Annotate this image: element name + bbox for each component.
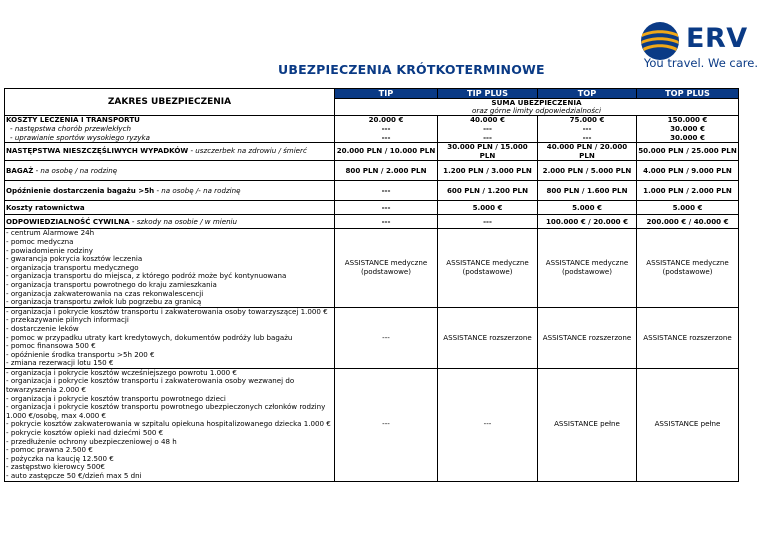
row-label-nnw (5, 143, 335, 161)
list-item: - organizacja transportu zwłok lub pogrzebu za granicą (6, 297, 202, 307)
erv-logo (640, 20, 758, 72)
opoznienie-note: - na osobę /- na rodzinę (154, 185, 241, 195)
koszty-sub2: - uprawianie sportów wysokiego ryzyka (10, 132, 150, 142)
nnw-tip-plus: 30.000 PLN / 15.000 PLN (438, 143, 538, 161)
oc-label: ODPOWIEDZIALNOŚĆ CYWILNA (6, 216, 130, 226)
table-row-assistance-full (5, 368, 739, 481)
list-item: - organizacja transportu do miejsca, z którego podróż może być kontynuowana (6, 271, 287, 281)
ratownictwo-top: 5.000 € (538, 201, 637, 215)
plan-tip: TIP (335, 89, 438, 99)
list-item: - organizacja transportu powrotnego do kraju zamieszkania (6, 279, 217, 289)
globe-stripes-icon (640, 21, 680, 61)
list-item: - organizacja i pokrycie kosztów transportu i zakwaterowania osoby towarzyszącej 1.000 € (6, 307, 328, 316)
opoznienie-top-plus: 1.000 PLN / 2.000 PLN (637, 181, 739, 201)
list-item: - opóźnienie środka transportu >5h 200 € (6, 349, 155, 359)
row-label-bagaz (5, 161, 335, 181)
nnw-note: - uszczerbek na zdrowiu / śmierć (188, 146, 307, 156)
plan-tip-plus: TIP PLUS (438, 89, 538, 99)
list-item: - pożyczka na kaucję 12.500 € (6, 453, 114, 463)
scope-header: ZAKRES UBEZPIECZENIA (5, 89, 335, 116)
list-item: - pokrycie kosztów opieki nad dziećmi 500 € (6, 428, 164, 438)
value-sub: --- (381, 124, 391, 133)
assistance-extended-tip-plus: ASSISTANCE rozszerzone (438, 307, 538, 368)
assistance-extended-list (5, 307, 335, 368)
list-item: - organizacja i pokrycie kosztów transportu powrotnego ubezpieczonych członków rodziny 1.000 €/osobę, max 4.000 € (6, 402, 326, 420)
bagaz-label: BAGAŻ (6, 165, 34, 175)
bagaz-note: - na osobę / na rodzinę (33, 165, 118, 175)
assistance-full-tip: --- (335, 368, 438, 481)
table-row-nnw (5, 143, 739, 161)
list-item: - organizacja transportu medycznego (6, 262, 139, 272)
plan-header-row (5, 89, 739, 99)
value-sub: --- (582, 124, 592, 133)
list-item: - pomoc w przypadku utraty kart kredytowych, dokumentów podróży lub bagażu (6, 332, 293, 342)
koszty-label: KOSZTY LECZENIA I TRANSPORTU (6, 115, 140, 125)
assistance-full-top-plus: ASSISTANCE pełne (637, 368, 739, 481)
bagaz-tip: 800 PLN / 2.000 PLN (335, 161, 438, 181)
row-label-oc (5, 215, 335, 229)
value-sub: --- (582, 132, 592, 142)
koszty-tip-plus (438, 116, 538, 143)
oc-tip-plus: --- (438, 215, 538, 229)
oc-tip: --- (335, 215, 438, 229)
assistance-full-top: ASSISTANCE pełne (538, 368, 637, 481)
nnw-label: NASTĘPSTWA NIESZCZĘŚLIWYCH WYPADKÓW (6, 146, 189, 156)
list-item: - organizacja i pokrycie kosztów transportu i zakwaterowania osoby wezwanej do towarzyszenia 2.000 € (6, 376, 295, 395)
list-item: - gwarancja pokrycia kosztów leczenia (6, 254, 143, 264)
value-sub: 30.000 € (670, 132, 705, 142)
list-item: - organizacja i pokrycie kosztów transportu powrotnego dzieci (6, 393, 226, 403)
assistance-basic-tip-plus: ASSISTANCE medyczne (podstawowe) (438, 229, 538, 307)
nnw-top: 40.000 PLN / 20.000 PLN (538, 143, 637, 161)
list-item: - centrum Alarmowe 24h (6, 228, 95, 238)
table-row-bagaz (5, 161, 739, 181)
list-item: - zmiana rezerwacji lotu 150 € (6, 358, 114, 368)
opoznienie-label: Opóźnienie dostarczenia bagażu >5h (6, 185, 155, 195)
koszty-top (538, 116, 637, 143)
assistance-extended-top-plus: ASSISTANCE rozszerzone (637, 307, 739, 368)
value-sub: --- (381, 132, 391, 142)
list-item: - powiadomienie rodziny (6, 245, 93, 255)
list-item: - pokrycie kosztów zakwaterowania w szpitalu opiekuna hospitalizowanego dziecka 1.000 € (6, 419, 331, 429)
ratownictwo-tip-plus: 5.000 € (438, 201, 538, 215)
oc-top: 100.000 € / 20.000 € (538, 215, 637, 229)
bagaz-tip-plus: 1.200 PLN / 3.000 PLN (438, 161, 538, 181)
list-item: - przekazywanie pilnych informacji (6, 315, 129, 325)
sum-insured-label: SUMA UBEZPIECZENIA (491, 98, 582, 107)
assistance-basic-tip: ASSISTANCE medyczne (podstawowe) (335, 229, 438, 307)
table-row-ratownictwo (5, 201, 739, 215)
assistance-basic-top: ASSISTANCE medyczne (podstawowe) (538, 229, 637, 307)
value-sub: --- (483, 124, 492, 133)
oc-top-plus: 200.000 € / 40.000 € (637, 215, 739, 229)
value-sub: 30.000 € (670, 124, 705, 133)
value-main: 40.000 € (470, 115, 505, 125)
list-item: - organizacja i pokrycie kosztów wcześniejszego powrotu 1.000 € (6, 368, 237, 377)
bagaz-top: 2.000 PLN / 5.000 PLN (538, 161, 637, 181)
list-item: - pomoc finansowa 500 € (6, 341, 96, 351)
coverage-table (4, 88, 739, 482)
nnw-top-plus: 50.000 PLN / 25.000 PLN (637, 143, 739, 161)
table-row-koszty (5, 116, 739, 143)
oc-note: - szkody na osobie / w mieniu (129, 216, 238, 226)
table-row-assistance-basic (5, 229, 739, 307)
plan-top: TOP (538, 89, 637, 99)
brand-name: ERV (686, 23, 748, 54)
brand-tagline: You travel. We care. (643, 56, 758, 70)
assistance-full-list (5, 368, 335, 481)
nnw-tip: 20.000 PLN / 10.000 PLN (335, 143, 438, 161)
assistance-full-tip-plus: --- (438, 368, 538, 481)
list-item: - pomoc prawna 2.500 € (6, 445, 93, 455)
page-title: UBEZPIECZENIA KRÓTKOTERMINOWE (278, 62, 545, 77)
ratownictwo-top-plus: 5.000 € (637, 201, 739, 215)
list-item: - auto zastępcze 50 €/dzień max 5 dni (6, 471, 142, 480)
list-item: - pomoc medyczna (6, 236, 74, 246)
koszty-sub1: - następstwa chorób przewlekłych (10, 124, 132, 133)
assistance-extended-top: ASSISTANCE rozszerzone (538, 307, 637, 368)
value-main: 20.000 € (368, 115, 404, 125)
value-main: 150.000 € (667, 115, 708, 125)
opoznienie-tip: --- (335, 181, 438, 201)
opoznienie-tip-plus: 600 PLN / 1.200 PLN (438, 181, 538, 201)
plan-top-plus: TOP PLUS (637, 89, 739, 99)
list-item: - przedłużenie ochrony ubezpieczeniowej o 48 h (6, 436, 177, 446)
limits-note: oraz górne limity odpowiedzialności (472, 106, 601, 115)
table-row-opoznienie (5, 181, 739, 201)
bagaz-top-plus: 4.000 PLN / 9.000 PLN (637, 161, 739, 181)
ratownictwo-label: Koszty ratownictwa (5, 201, 335, 215)
value-sub: --- (483, 132, 492, 142)
list-item: - organizacja zakwaterowania na czas rekonwalescencji (6, 288, 204, 298)
row-label-koszty (5, 116, 335, 143)
ratownictwo-tip: --- (335, 201, 438, 215)
table-row-oc (5, 215, 739, 229)
koszty-top-plus (637, 116, 739, 143)
list-item: - zastępstwo kierowcy 500€ (6, 462, 105, 472)
value-main: 75.000 € (569, 115, 605, 125)
table-row-assistance-extended (5, 307, 739, 368)
list-item: - dostarczenie leków (6, 323, 79, 333)
assistance-basic-list (5, 229, 335, 307)
koszty-tip (335, 116, 438, 143)
assistance-extended-tip: --- (335, 307, 438, 368)
opoznienie-top: 800 PLN / 1.600 PLN (538, 181, 637, 201)
row-label-opoznienie (5, 181, 335, 201)
sum-insured-header (335, 98, 739, 116)
assistance-basic-top-plus: ASSISTANCE medyczne (podstawowe) (637, 229, 739, 307)
